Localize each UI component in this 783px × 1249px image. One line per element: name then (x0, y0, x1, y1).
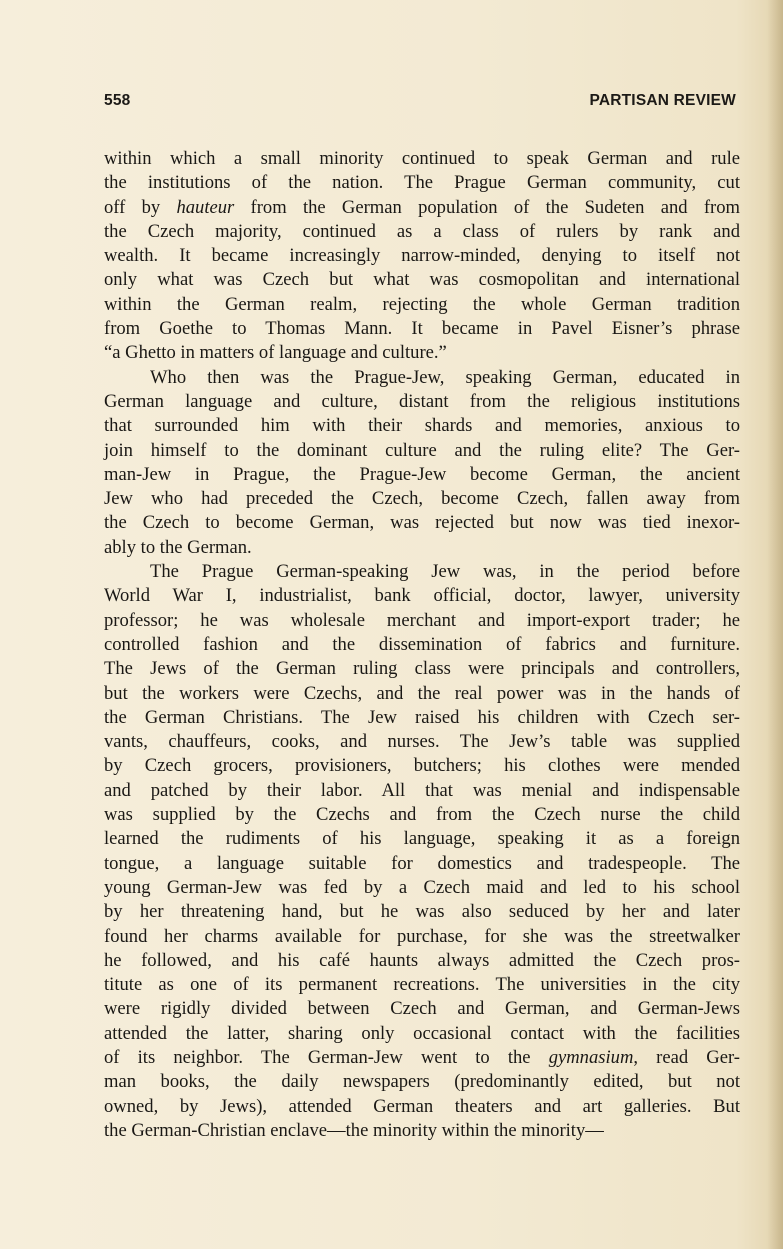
text-line: Who then was the Prague-Jew, speaking German, educated in (150, 366, 740, 388)
text-line: the Czech majority, continued as a class of rulers by rank and (104, 220, 740, 242)
text-line: that surrounded him with their shards and memories, anxious to (104, 415, 740, 437)
text-line: from Goethe to Thomas Mann. It became in Pavel Eisner’s phrase (104, 318, 740, 340)
text-line: “a Ghetto in matters of language and culture.” (104, 342, 447, 364)
text-line: ably to the German. (104, 536, 252, 558)
italic-term: hauteur (176, 196, 235, 218)
text-line: he followed, and his café haunts always admitted the Czech pros- (104, 949, 740, 971)
text-line: join himself to the dominant culture and the ruling elite? The Ger- (104, 439, 740, 461)
text-line: were rigidly divided between Czech and German, and German-Jews (104, 998, 740, 1020)
text-line: by Czech grocers, provisioners, butchers; his clothes were mended (104, 755, 740, 777)
text-line: German language and culture, distant from the religious institutions (104, 390, 740, 412)
text-line: found her charms available for purchase, for she was the streetwalker (104, 925, 740, 947)
text-line: of its neighbor. The German-Jew went to the gymnasium, read Ger- (104, 1046, 740, 1068)
text-line: was supplied by the Czechs and from the Czech nurse the child (104, 804, 740, 826)
text-line: vants, chauffeurs, cooks, and nurses. The Jew’s table was supplied (104, 731, 740, 753)
text-line: off by hauteur from the German population of the Sudeten and from (104, 196, 740, 218)
text-line: the institutions of the nation. The Prague German community, cut (104, 172, 740, 194)
text-line: wealth. It became increasingly narrow-minded, denying to itself not (104, 245, 740, 267)
text-line: tongue, a language suitable for domestics and tradespeople. The (104, 852, 740, 874)
text-line: within which a small minority continued to speak German and rule (104, 148, 740, 169)
text-line: owned, by Jews), attended German theaters and art galleries. But (104, 1095, 740, 1117)
text-line: The Jews of the German ruling class were principals and controllers, (104, 658, 740, 680)
body-text (104, 147, 740, 1143)
italic-term: gymnasium (548, 1046, 634, 1068)
text-line: attended the latter, sharing only occasional contact with the facilities (104, 1022, 740, 1044)
text-line: The Prague German-speaking Jew was, in the period before (150, 561, 740, 583)
text-line: man books, the daily newspapers (predominantly edited, but not (104, 1071, 740, 1093)
text-line: and patched by their labor. All that was menial and indispensable (104, 779, 740, 801)
page-number: 558 (104, 92, 131, 109)
text-line: within the German realm, rejecting the whole German tradition (104, 293, 740, 315)
text-line: the German-Christian enclave—the minority within the minority— (104, 1119, 604, 1141)
page-edge-shadow (767, 0, 783, 1249)
text-line: only what was Czech but what was cosmopolitan and international (104, 269, 740, 291)
text-line: the Czech to become German, was rejected but now was tied inexor- (104, 512, 740, 534)
text-line: but the workers were Czechs, and the real power was in the hands of (104, 682, 740, 704)
text-line: controlled fashion and the dissemination of fabrics and furniture. (104, 633, 740, 655)
text-line: young German-Jew was fed by a Czech maid and led to his school (104, 876, 740, 898)
text-line: man-Jew in Prague, the Prague-Jew become German, the ancient (104, 463, 740, 485)
running-header (104, 92, 736, 114)
text-line: professor; he was wholesale merchant and import-export trader; he (104, 609, 740, 631)
text-line: learned the rudiments of his language, speaking it as a foreign (104, 828, 740, 850)
text-line: titute as one of its permanent recreations. The universities in the city (104, 974, 740, 996)
text-line: the German Christians. The Jew raised his children with Czech ser- (104, 706, 740, 728)
text-line: by her threatening hand, but he was also seduced by her and later (104, 901, 740, 923)
running-head-title: PARTISAN REVIEW (589, 92, 736, 109)
text-line: World War I, industrialist, bank official, doctor, lawyer, university (104, 585, 740, 607)
text-line: Jew who had preceded the Czech, become Czech, fallen away from (104, 488, 740, 510)
